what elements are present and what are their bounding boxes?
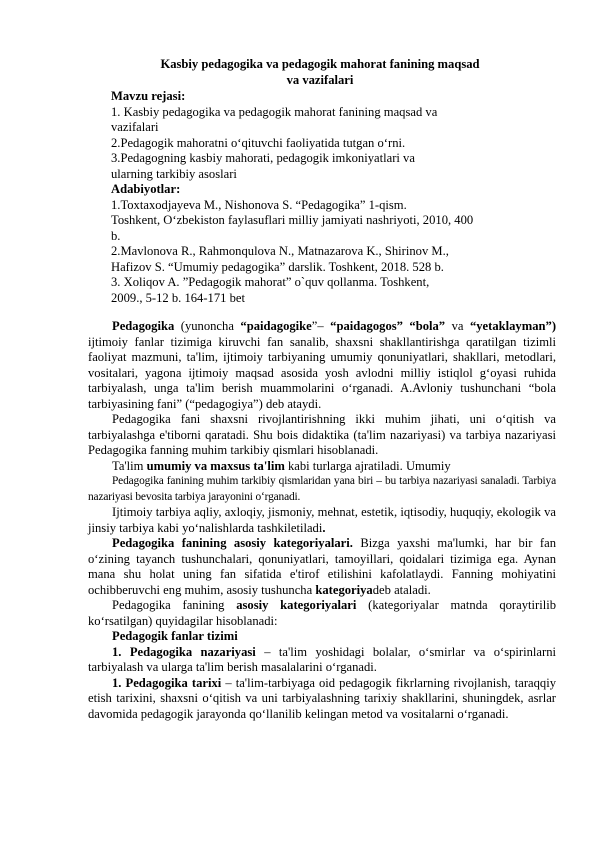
- bold-term: .: [322, 520, 326, 535]
- plan-line: vazifalari: [111, 120, 159, 134]
- document-title: [115, 57, 525, 88]
- document-body: [88, 319, 556, 722]
- paragraph-pedagogy-theory: [88, 645, 556, 676]
- literature-line: b.: [111, 229, 121, 243]
- title-line-2: va vazifalari: [286, 72, 354, 87]
- text-run: kabi turlarga ajratiladi. Umumiy: [284, 458, 451, 473]
- paragraph-main-categories: [88, 598, 556, 629]
- bold-term: Pedagogika: [112, 319, 175, 333]
- plan-line: ularning tarkibiy asoslari: [111, 167, 237, 181]
- plan-line: 3.Pedagogning kasbiy mahorati, pedagogik imkoniyatlari va: [111, 151, 415, 165]
- literature-line: 1.Toxtaxodjayeva M., Nishonova S. “Pedagogika” 1-qism.: [111, 198, 407, 212]
- paragraph-categories: [88, 536, 556, 598]
- text-run: Pedagogika fanining: [112, 598, 237, 612]
- paragraph-two-aspects: Pedagogika fani shaxsni rivojlantirishning ikki muhim jihati, uni o‘qitish va tarbiyalashga e'tiborni qaratadi. Shu bois didaktika (ta'lim nazariyasi) va tarbiya nazariyasi Pedagogika fanning muhim tarkibiy qismlari hisoblanadi.: [88, 412, 556, 457]
- text-run: Bizga yaxshi ma'lumki, har bir fan o‘zining tayanch tushunchalari, qonuniyatlari, tamoyillari, qoidalari tizimiga ega. Aynan mana shu holat uning fan sifatida e'tirof etilishini kafolatlaydi. Fanning mohiyatini ochibberuvchi eng muhim, asosiy tushuncha: [88, 536, 556, 597]
- plan-line: 2.Pedagogik mahoratni o‘qituvchi faoliyatida tutgan o‘rni.: [111, 136, 406, 150]
- bold-term: umumiy va maxsus ta'lim: [146, 458, 285, 473]
- literature-line: Hafizov S. “Umumiy pedagogika” darslik. Toshkent, 2018. 528 b.: [111, 260, 444, 274]
- text-run: (kategoriyalar matnda qoraytirilib ko‘rsatilgan) quyidagilar hisoblanadi:: [88, 598, 556, 628]
- paragraph-social-upbringing: [88, 505, 556, 536]
- bold-term: “paidagogos” “bola”: [330, 319, 446, 333]
- text-run: Ta'lim: [112, 458, 147, 473]
- text-run: (yunoncha: [174, 319, 241, 333]
- paragraph-talim-types: [88, 459, 556, 475]
- text-run: – ta'lim yoshidagi bolalar, o‘smirlar va o‘spirinlarni tarbiyalash va ularga ta'lim berish masalalarini o‘rganadi.: [88, 644, 556, 674]
- bold-term: “yetaklayman”): [469, 319, 557, 333]
- text-run: va: [445, 319, 470, 333]
- paragraph-pedagogy-history: [88, 676, 556, 723]
- bold-term: kategoriya: [315, 582, 373, 597]
- literature-line: 3. Xoliqov A. ”Pedagogik mahorat” o`quv qollanma. Toshkent,: [111, 275, 430, 289]
- bold-term: 1. Pedagogika tarixi: [112, 675, 222, 690]
- paragraph-tarbiya-theory: Pedagogika fanining muhim tarkibiy qismlaridan yana biri – bu tarbiya nazariyasi sanaladi. Tarbiya nazariyasi bevosita tarbiya jarayonini o‘rganadi.: [88, 475, 556, 503]
- bold-term: 1. Pedagogika nazariyasi: [112, 644, 256, 659]
- literature-heading: Adabiyotlar:: [111, 182, 181, 196]
- section-heading-pedagogical-sciences: Pedagogik fanlar tizimi: [112, 629, 238, 643]
- text-run: deb ataladi.: [372, 582, 431, 597]
- literature-line: 2009., 5-12 b. 164-171 bet: [111, 291, 245, 305]
- paragraph-pedagogika-definition: [88, 319, 556, 412]
- text-run: Ijtimoiy tarbiya aqliy, axloqiy, jismoniy, mehnat, estetik, iqtisodiy, huquqiy, ekologik va jinsiy tarbiya kabi yo‘nalishlarda tashkiletiladi: [88, 505, 556, 535]
- literature-line: 2.Mavlonova R., Rahmonqulova N., Matnazarova K., Shirinov M.,: [111, 244, 449, 258]
- plan-line: 1. Kasbiy pedagogika va pedagogik mahorat fanining maqsad va: [111, 105, 438, 119]
- literature-line: Toshkent, O‘zbekiston faylasuflari milliy jamiyati nashriyoti, 2010, 400: [111, 213, 474, 227]
- text-run: ”–: [311, 319, 331, 333]
- bold-term: asosiy kategoriyalari: [236, 598, 357, 612]
- bold-term: “paidagogike: [240, 319, 312, 333]
- plan-heading: Mavzu rejasi:: [111, 89, 186, 103]
- title-line-1: Kasbiy pedagogika va pedagogik mahorat fanining maqsad: [160, 57, 480, 71]
- text-run: ijtimoiy fanlar tizimiga kiruvchi fan sanalib, shaxsni shakllantirishga qaratilgan tizimli faoliyat mazmuni, ta'lim, ijtimoiy tarbiyaning umumiy qonuniyatlari, shakllari, metodlari, vositalari, yagona ijtimoiy maqsad asosida yosh avlodni milliy istiqlol g‘oyasi ruhida tarbiyalash, unga ta'lim berish muammolarini o‘rganadi. A.Avloniy tushunchani “bola tarbiyasining fani” (“pedagogiya”) deb ataydi.: [88, 334, 556, 411]
- text-run: – ta'lim-tarbiyaga oid pedagogik fikrlarning rivojlanish, taraqqiy etish tarixini, shaxsni o‘qitish va uni tarbiyalashning tarixiy shakllarini, shuningdek, asrlar davomida pedagogik jarayonda qo‘llanilib kelingan metod va vositalarni o‘rganadi.: [88, 675, 556, 721]
- bold-term: Pedagogika fanining asosiy kategoriyalari.: [112, 536, 353, 550]
